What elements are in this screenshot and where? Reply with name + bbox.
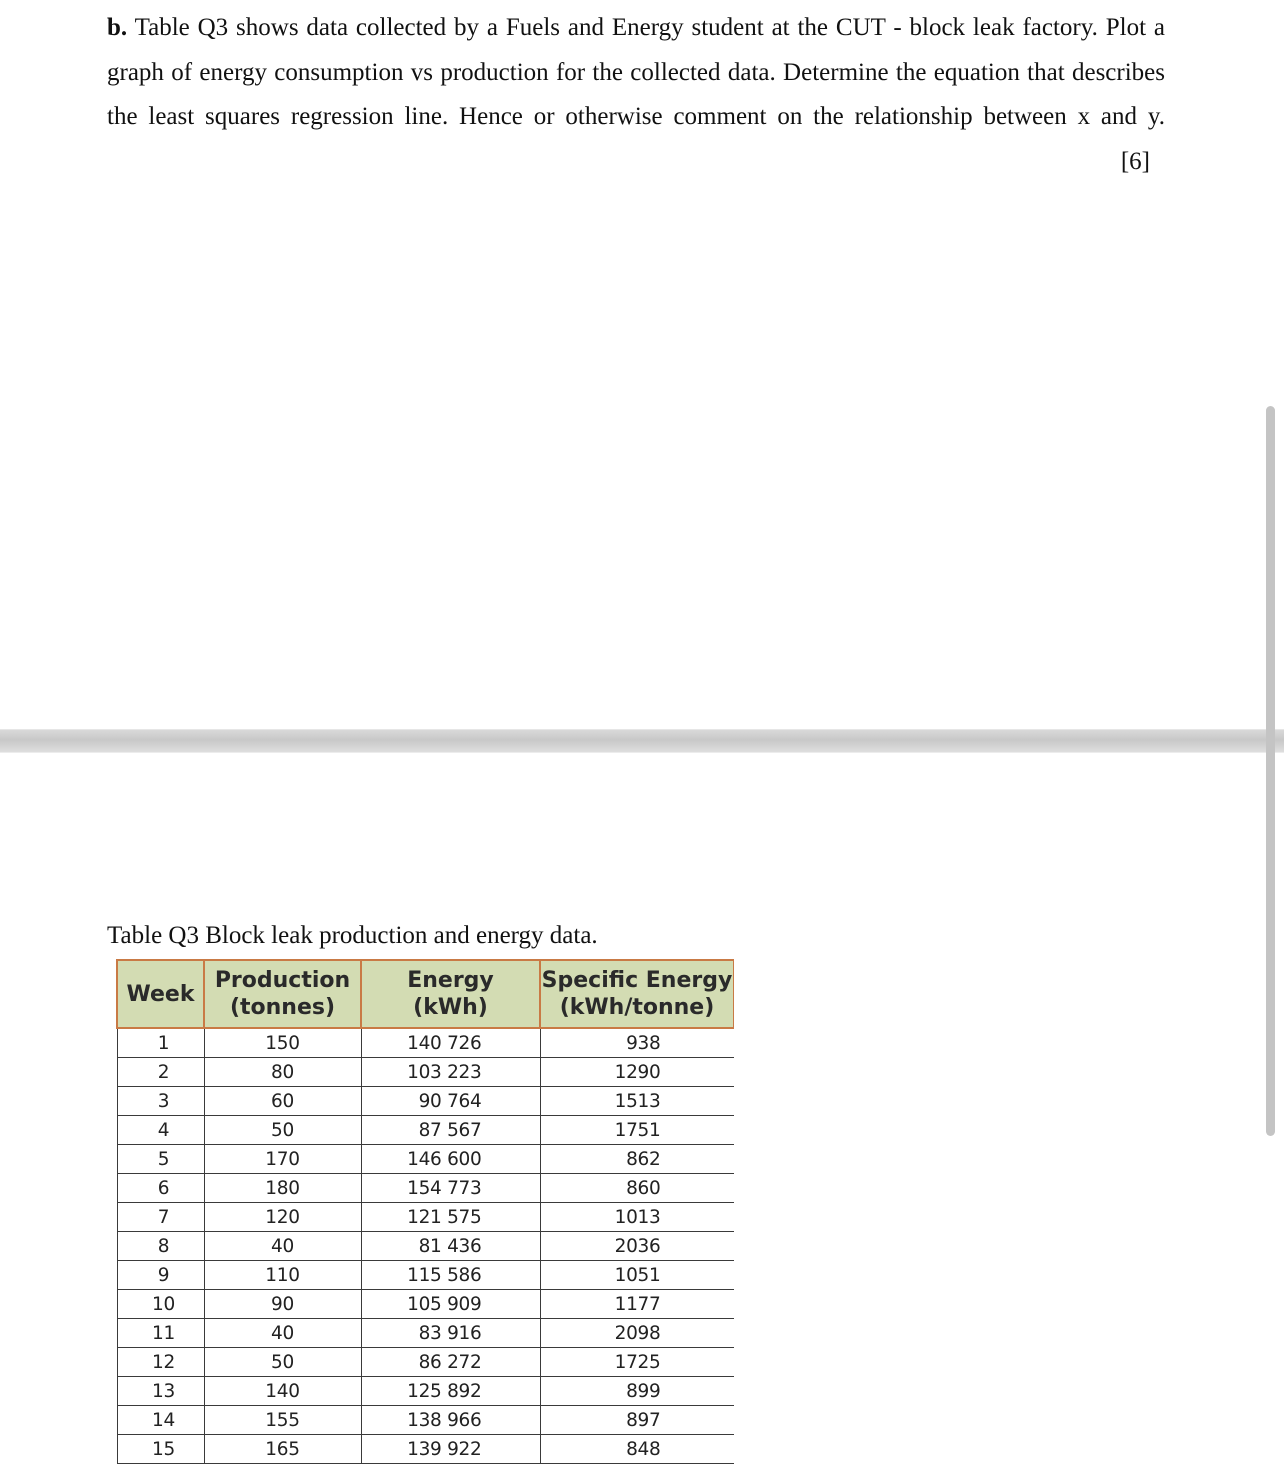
table-row (117, 1290, 734, 1319)
cell-week: 15 (117, 1435, 204, 1464)
table-row (117, 1348, 734, 1377)
cell-specific-energy: 938 (540, 1028, 734, 1058)
cell-production: 170 (204, 1145, 361, 1174)
cell-week: 7 (117, 1203, 204, 1232)
cell-specific-energy: 1013 (540, 1203, 734, 1232)
table-row (117, 1203, 734, 1232)
table-row (117, 1028, 734, 1058)
header-energy (361, 960, 540, 1028)
table-row (117, 1261, 734, 1290)
table-row (117, 1145, 734, 1174)
page-break (0, 729, 1284, 753)
cell-week: 10 (117, 1290, 204, 1319)
header-energy-line2: (kWh) (413, 995, 488, 1020)
cell-production: 40 (204, 1232, 361, 1261)
cell-specific-energy: 1051 (540, 1261, 734, 1290)
cell-energy: 140 726 (361, 1028, 540, 1058)
cell-energy: 115 586 (361, 1261, 540, 1290)
header-specific-energy-line2: (kWh/tonne) (559, 995, 715, 1020)
data-table-container (116, 959, 734, 1479)
table-row (117, 1087, 734, 1116)
header-week-label: Week (126, 981, 195, 1007)
cell-energy: 103 223 (361, 1058, 540, 1087)
question-line-3: the least squares regression line. Hence or otherwise comment on the relationship between x and y. (107, 103, 1165, 130)
cell-week: 3 (117, 1087, 204, 1116)
table-row (117, 1058, 734, 1087)
cell-week: 5 (117, 1145, 204, 1174)
cell-week: 11 (117, 1319, 204, 1348)
table-row (117, 1174, 734, 1203)
marks-label: [6] (1120, 148, 1150, 175)
cell-specific-energy: 1177 (540, 1290, 734, 1319)
cell-energy: 90 764 (361, 1087, 540, 1116)
cell-specific-energy: 860 (540, 1174, 734, 1203)
cell-specific-energy: 1290 (540, 1058, 734, 1087)
cell-specific-energy: 2098 (540, 1319, 734, 1348)
cell-energy: 105 909 (361, 1290, 540, 1319)
cell-specific-energy: 899 (540, 1377, 734, 1406)
cell-production: 50 (204, 1348, 361, 1377)
question-text (107, 6, 1165, 140)
cell-energy: 139 922 (361, 1435, 540, 1464)
cell-energy: 83 916 (361, 1319, 540, 1348)
cell-specific-energy: 862 (540, 1145, 734, 1174)
cell-specific-energy: 1513 (540, 1087, 734, 1116)
cell-specific-energy: 897 (540, 1406, 734, 1435)
table-row (117, 1435, 734, 1464)
cell-production: 150 (204, 1028, 361, 1058)
question-label: b. (107, 14, 128, 41)
cell-week: 13 (117, 1377, 204, 1406)
cell-specific-energy: 848 (540, 1435, 734, 1464)
header-production-line1: Production (214, 968, 351, 993)
cell-week: 9 (117, 1261, 204, 1290)
table-row (117, 1406, 734, 1435)
cell-production: 50 (204, 1116, 361, 1145)
header-production (204, 960, 361, 1028)
header-production-line2: (tonnes) (229, 995, 336, 1020)
cell-energy: 154 773 (361, 1174, 540, 1203)
cell-energy: 87 567 (361, 1116, 540, 1145)
cell-week: 8 (117, 1232, 204, 1261)
cell-specific-energy: 1725 (540, 1348, 734, 1377)
cell-production: 80 (204, 1058, 361, 1087)
cell-energy: 121 575 (361, 1203, 540, 1232)
cell-energy: 138 966 (361, 1406, 540, 1435)
cell-specific-energy: 1751 (540, 1116, 734, 1145)
cell-week: 2 (117, 1058, 204, 1087)
header-specific-energy (540, 960, 734, 1028)
cell-production: 90 (204, 1290, 361, 1319)
cell-production: 60 (204, 1087, 361, 1116)
cell-energy: 81 436 (361, 1232, 540, 1261)
table-row (117, 1377, 734, 1406)
cell-energy: 86 272 (361, 1348, 540, 1377)
cell-week: 1 (117, 1028, 204, 1058)
cell-production: 180 (204, 1174, 361, 1203)
header-week (117, 960, 204, 1028)
cell-specific-energy: 2036 (540, 1232, 734, 1261)
cell-week: 6 (117, 1174, 204, 1203)
cell-production: 40 (204, 1319, 361, 1348)
cell-energy: 146 600 (361, 1145, 540, 1174)
table-body (117, 1028, 734, 1464)
cell-energy: 125 892 (361, 1377, 540, 1406)
header-energy-line1: Energy (407, 968, 494, 993)
cell-week: 4 (117, 1116, 204, 1145)
table-row (117, 1116, 734, 1145)
question-line-2: graph of energy consumption vs production for the collected data. Determine the equation that describes (107, 58, 1165, 86)
question-line-1-text: Table Q3 shows data collected by a Fuels and Energy student at the CUT - block leak factory. Plot a (134, 14, 1165, 41)
cell-production: 120 (204, 1203, 361, 1232)
scrollbar-thumb[interactable] (1266, 406, 1275, 1136)
question-line-1 (107, 6, 1165, 51)
cell-production: 140 (204, 1377, 361, 1406)
cell-production: 165 (204, 1435, 361, 1464)
cell-production: 110 (204, 1261, 361, 1290)
table-row (117, 1232, 734, 1261)
table-caption: Table Q3 Block leak production and energy data. (107, 922, 598, 949)
cell-production: 155 (204, 1406, 361, 1435)
header-specific-energy-line1: Specific Energy (541, 968, 733, 993)
table-header-row (117, 960, 734, 1028)
cell-week: 14 (117, 1406, 204, 1435)
data-table (116, 959, 734, 1464)
table-row (117, 1319, 734, 1348)
cell-week: 12 (117, 1348, 204, 1377)
